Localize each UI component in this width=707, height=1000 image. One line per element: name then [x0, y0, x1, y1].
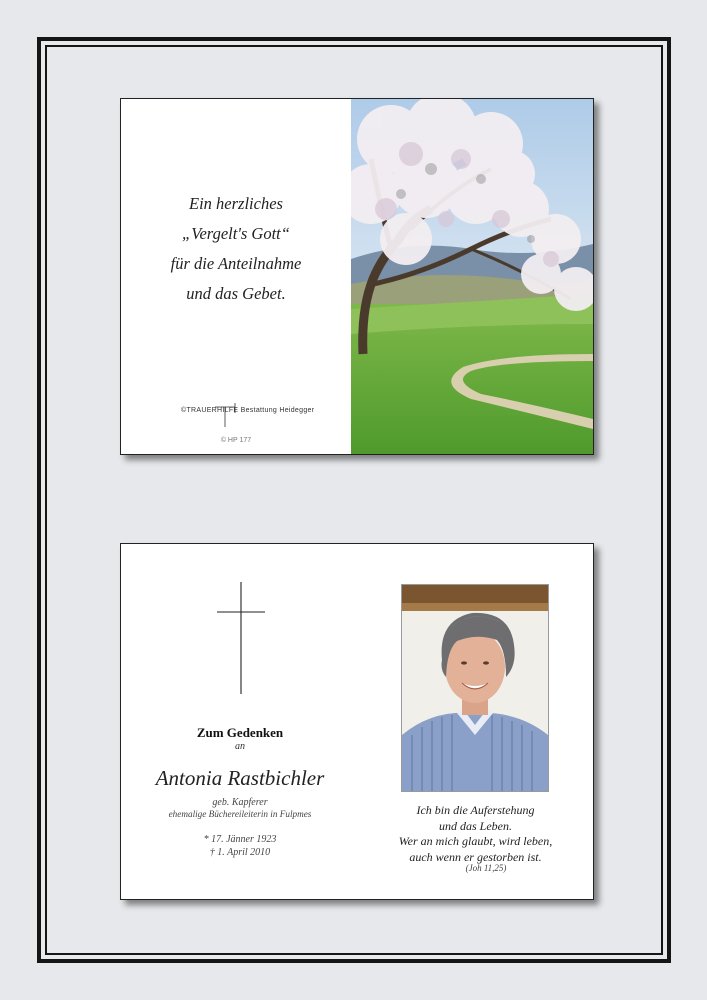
- thanks-line: und das Gebet.: [186, 284, 286, 303]
- verse-line: Wer an mich glaubt, wird leben,: [398, 834, 553, 848]
- verse-line: Ich bin die Auferstehung: [416, 803, 535, 817]
- thanks-line: Ein herzliches: [189, 194, 283, 213]
- death-date: † 1. April 2010: [209, 847, 271, 858]
- life-dates: [121, 833, 359, 859]
- thanks-card: [120, 98, 594, 455]
- memorial-heading: Zum Gedenken: [196, 725, 284, 740]
- verse-line: und das Leben.: [439, 818, 512, 833]
- logo-text: ©TRAUERHILFE Bestattung Heidegger: [181, 407, 315, 414]
- thanks-message: [121, 189, 351, 309]
- cross-icon: [217, 582, 265, 694]
- bible-verse: [373, 803, 578, 865]
- logo-mark-icon: [211, 399, 251, 429]
- occupation: ehemalige Büchereileiterin in Fulpmes: [168, 809, 312, 819]
- funeral-home-logo: [181, 399, 351, 429]
- verse-reference: (Joh 11,25): [465, 863, 507, 873]
- birth-date: * 17. Jänner 1923: [203, 834, 277, 845]
- portrait-photo: [401, 584, 549, 792]
- verse-line: auch wenn er gestorben ist.: [409, 849, 542, 864]
- memorial-card: [120, 543, 594, 900]
- copyright-note: © HP 177: [220, 437, 252, 444]
- thanks-line: für die Anteilnahme: [170, 254, 302, 273]
- birth-name: geb. Kapferer: [212, 797, 268, 808]
- deceased-name: Antonia Rastbichler: [155, 766, 325, 790]
- thanks-line: „Vergelt's Gott“: [182, 224, 290, 243]
- blossoming-tree-photo: [351, 99, 593, 454]
- memorial-preposition: an: [235, 741, 245, 752]
